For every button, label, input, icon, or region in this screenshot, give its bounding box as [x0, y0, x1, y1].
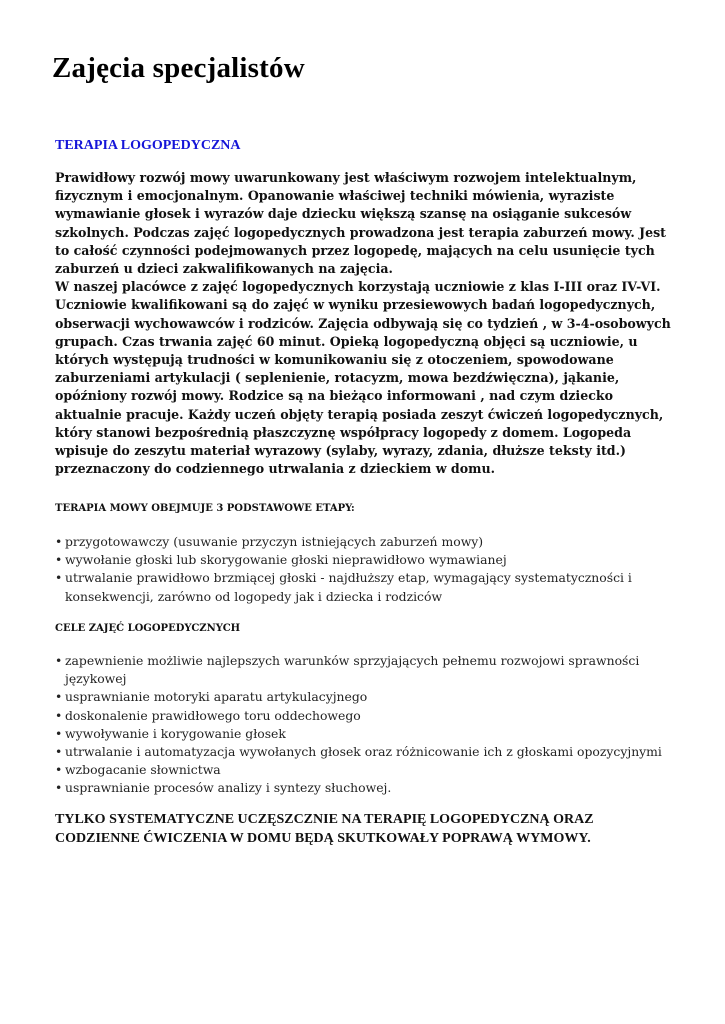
intro-paragraph-1: Prawidłowy rozwój mowy uwarunkowany jest właściwym rozwojem intelektualnym, fizycznym i emocjonalnym. Opanowanie właściwej techniki mówienia, wyraziste wymawianie głosek i wyrazów daje dziecku większą szansę na osiąganie sukcesów szkolnych. Podczas zajęć logopedycznych prowadzona jest terapia zaburzeń mowy. Jest to całość czynności podejmowanych przez logopedę, mających na celu usunięcie tych zaburzeń u dzieci zakwalifikowanych na zajęcia.	[55, 170, 666, 277]
stages-heading: TERAPIA MOWY OBEJMUJE 3 PODSTAWOWE ETAPY:	[55, 503, 355, 514]
list-item: • przygotowawczy (usuwanie przyczyn istniejących zaburzeń mowy)	[55, 533, 675, 551]
list-item: • usprawnianie procesów analizy i syntezy słuchowej.	[55, 779, 675, 797]
list-item: • wzbogacanie słownictwa	[55, 761, 675, 779]
list-item: • zapewnienie możliwie najlepszych warunków sprzyjających pełnemu rozwojowi sprawności językowej	[55, 652, 675, 688]
intro-text	[55, 169, 675, 478]
list-item: • wywołanie głoski lub skorygowanie głoski nieprawidłowo wymawianej	[55, 551, 675, 569]
list-item: • wywoływanie i korygowanie głosek	[55, 725, 675, 743]
list-item: • utrwalanie i automatyzacja wywołanych głosek oraz różnicowanie ich z głoskami opozycyjnymi	[55, 743, 675, 761]
list-item: • usprawnianie motoryki aparatu artykulacyjnego	[55, 688, 675, 706]
page-title: Zajęcia specjalistów	[52, 52, 305, 84]
stages-list	[55, 533, 675, 606]
goals-list	[55, 652, 675, 798]
closing-note: TYLKO SYSTEMATYCZNE UCZĘSZCZNIE NA TERAPIĘ LOGOPEDYCZNĄ ORAZ CODZIENNE ĆWICZENIA W DOMU BĘDĄ SKUTKOWAŁY POPRAWĄ WYMOWY.	[55, 812, 594, 846]
list-item: • utrwalanie prawidłowo brzmiącej głoski - najdłuższy etap, wymagający systematyczności i konsekwencji, zarówno od logopedy jak i dziecka i rodziców	[55, 569, 675, 605]
goals-heading: CELE ZAJĘĆ LOGOPEDYCZNYCH	[55, 623, 241, 634]
section-title: TERAPIA LOGOPEDYCZNA	[55, 138, 241, 153]
intro-paragraph-2: W naszej placówce z zajęć logopedycznych korzystają uczniowie z klas I-III oraz IV-VI. Uczniowie kwalifikowani są do zajęć w wyniku przesiewowych badań logopedycznych, obserwacji wychowawców i rodziców. Zajęcia odbywają się co tydzień , w 3-4-osobowych grupach. Czas trwania zajęć 60 minut. Opieką logopedyczną objęci są uczniowie, u których występują trudności w komunikowaniu się z otoczeniem, spowodowane zaburzeniami artykulacji ( seplenienie, rotacyzm, mowa bezdźwięczna), jąkanie, opóźniony rozwój mowy. Rodzice są na bieżąco informowani , nad czym dziecko aktualnie pracuje. Każdy uczeń objęty terapią posiada zeszyt ćwiczeń logopedycznych, który stanowi bezpośrednią płaszczyznę współpracy logopedy z domem. Logopeda wpisuje do zeszytu materiał wyrazowy (sylaby, wyrazy, zdania, dłuższe teksty itd.) przeznaczony do codziennego utrwalania z dzieckiem w domu.	[55, 279, 671, 477]
list-item: • doskonalenie prawidłowego toru oddechowego	[55, 707, 675, 725]
